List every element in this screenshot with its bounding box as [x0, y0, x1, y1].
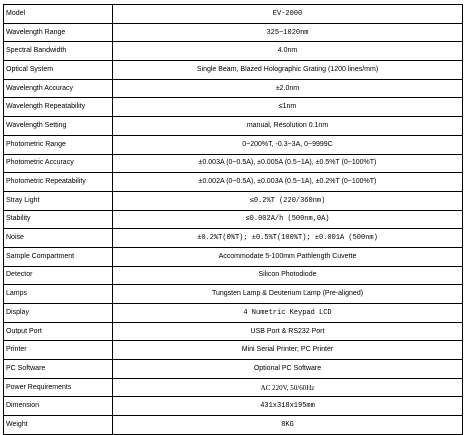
- param-value: ±0.003A (0~0.5A), ±0.005A (0.5~1A), ±0.5%T (0~100%T): [113, 154, 463, 173]
- table-row: [4, 23, 463, 42]
- table-row: [4, 210, 463, 229]
- table-row: [4, 98, 463, 117]
- table-row: [4, 117, 463, 136]
- table-row: [4, 247, 463, 266]
- table-row: [4, 61, 463, 80]
- table-row: [4, 42, 463, 61]
- table-row: [4, 229, 463, 248]
- param-value: Optional PC Software: [113, 360, 463, 379]
- param-label: Dimension: [4, 397, 113, 416]
- table-row: [4, 266, 463, 285]
- param-label: Stray Light: [4, 191, 113, 210]
- param-value: 4.0nm: [113, 42, 463, 61]
- param-label: Photometric Range: [4, 135, 113, 154]
- param-value: ≤1nm: [113, 98, 463, 117]
- param-label: Photometric Repeatability: [4, 173, 113, 192]
- param-value: USB Port & RS232 Port: [113, 322, 463, 341]
- specification-table: [3, 4, 463, 435]
- param-value: 0~200%T, -0.3~3A, 0~9999C: [113, 135, 463, 154]
- param-value: Single Beam, Blazed Holographic Grating (1200 lines/mm): [113, 61, 463, 80]
- param-label: Output Port: [4, 322, 113, 341]
- param-label: PC Software: [4, 360, 113, 379]
- param-label: Display: [4, 304, 113, 323]
- param-value: ≤0.002A/h (500nm,0A): [113, 210, 463, 229]
- table-row: [4, 304, 463, 323]
- param-value: 431x318x195mm: [113, 397, 463, 416]
- param-label: Sample Compartment: [4, 247, 113, 266]
- param-value: AC 220V, 50/60Hz: [113, 378, 463, 397]
- param-value: EV-2000: [113, 5, 463, 24]
- param-value: ≤0.2%T (220/360nm): [113, 191, 463, 210]
- table-row: [4, 5, 463, 24]
- table-row: [4, 79, 463, 98]
- table-row: [4, 322, 463, 341]
- param-label: Power Requirements: [4, 378, 113, 397]
- param-value: Mini Serial Printer; PC Printer: [113, 341, 463, 360]
- param-value: Accommodate 5-100mm Pathlength Cuvette: [113, 247, 463, 266]
- param-label: Noise: [4, 229, 113, 248]
- param-label: Weight: [4, 416, 113, 435]
- param-label: Optical System: [4, 61, 113, 80]
- table-row: [4, 341, 463, 360]
- param-label: Wavelength Accuracy: [4, 79, 113, 98]
- table-row: [4, 154, 463, 173]
- table-row: [4, 360, 463, 379]
- param-value: Silicon Photodiode: [113, 266, 463, 285]
- param-label: Printer: [4, 341, 113, 360]
- param-value: 325~1020nm: [113, 23, 463, 42]
- table-row: [4, 397, 463, 416]
- table-row: [4, 135, 463, 154]
- param-label: Model: [4, 5, 113, 24]
- param-label: Photometric Accuracy: [4, 154, 113, 173]
- param-value: Tungsten Lamp & Deuterium Lamp (Pre-aligned): [113, 285, 463, 304]
- param-label: Wavelength Range: [4, 23, 113, 42]
- param-label: Detector: [4, 266, 113, 285]
- table-row: [4, 285, 463, 304]
- param-label: Lamps: [4, 285, 113, 304]
- param-value: ±0.2%T(0%T); ±0.5%T(100%T); ±0.001A (500nm): [113, 229, 463, 248]
- param-value: 4 Numetric Keypad LCD: [113, 304, 463, 323]
- param-value: ±2.0nm: [113, 79, 463, 98]
- param-label: Spectral Bandwidth: [4, 42, 113, 61]
- param-label: Stability: [4, 210, 113, 229]
- param-label: Wavelength Setting: [4, 117, 113, 136]
- table-row: [4, 191, 463, 210]
- table-row: [4, 416, 463, 435]
- table-row: [4, 378, 463, 397]
- table-row: [4, 173, 463, 192]
- param-value: manual, Resolution 0.1nm: [113, 117, 463, 136]
- param-label: Wavelength Repeatability: [4, 98, 113, 117]
- param-value: ±0.002A (0~0.5A), ±0.003A (0.5~1A), ±0.2%T (0~100%T): [113, 173, 463, 192]
- param-value: 8KG: [113, 416, 463, 435]
